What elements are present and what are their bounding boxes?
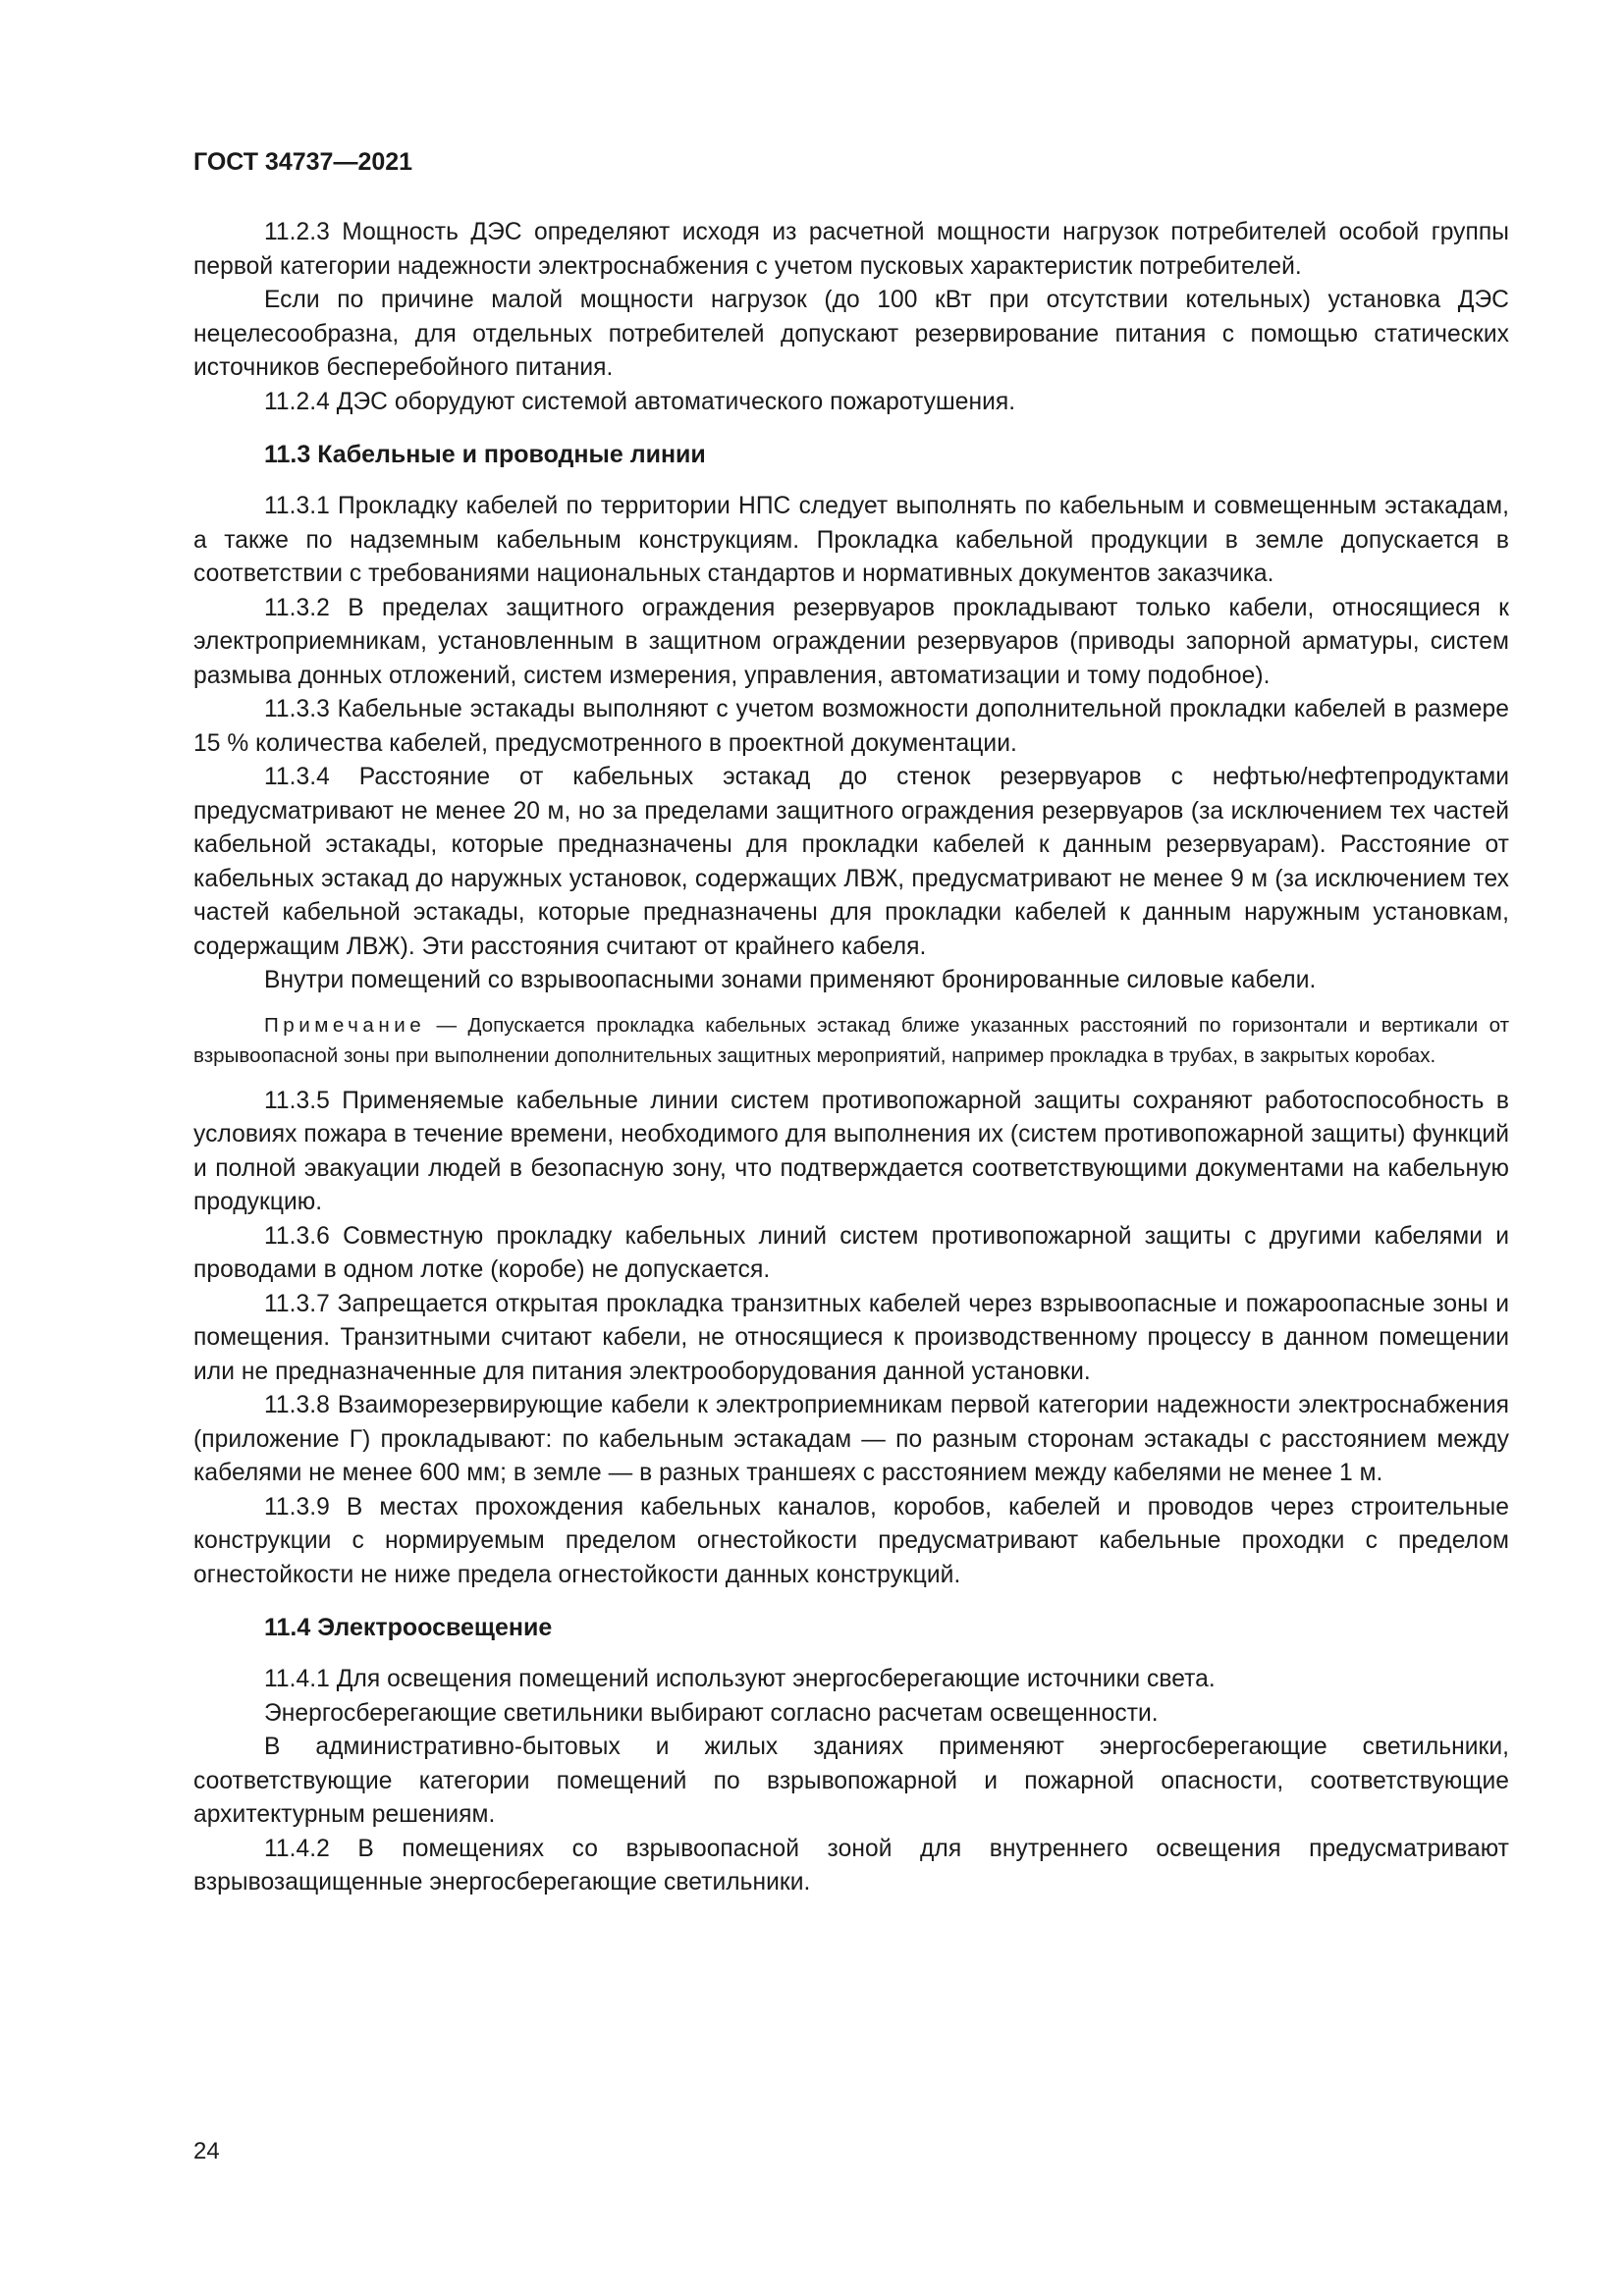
page-number: 24	[193, 2138, 220, 2164]
note-block	[193, 1010, 1509, 1071]
section-heading-11-4: 11.4 Электроосвещение	[264, 1614, 553, 1641]
paragraph-11-3-3: 11.3.3 Кабельные эстакады выполняют с учетом возможности дополнительной прокладки кабелей в размере 15 % количества кабелей, предусмотренного в проектной документации.	[193, 696, 1509, 757]
paragraph-low-power: Если по причине малой мощности нагрузок (до 100 кВт при отсутствии котельных) установка ДЭС нецелесообразна, для отдельных потребителей допускают резервирование питания с помощью статических источников бесперебойного питания.	[193, 287, 1509, 381]
paragraph-11-3-4: 11.3.4 Расстояние от кабельных эстакад до стенок резервуаров с нефтью/нефтепродуктами предусматривают не менее 20 м, но за пределами защитного ограждения резервуаров (за исключением тех частей кабельной эстакады, которые предназначены для прокладки кабелей к данным резервуарам). Расстояние от кабельных эстакад до наружных установок, содержащих ЛВЖ, предусматривают не менее 9 м (за исключением тех частей кабельной эстакады, которые предназначены для прокладки кабелей к данным наружным установкам, содержащим ЛВЖ). Эти расстояния считают от крайнего кабеля.	[193, 764, 1509, 960]
paragraph-11-4-1: 11.4.1 Для освещения помещений используют энергосберегающие источники света.	[264, 1666, 1216, 1692]
paragraph-11-3-8: 11.3.8 Взаиморезервирующие кабели к электроприемникам первой категории надежности электроснабжения (приложение Г) прокладывают: по кабельным эстакадам — по разным сторонам эстакады с расстоянием между кабелями не менее 600 мм; в земле — в разных траншеях с расстоянием между кабелями не менее 1 м.	[193, 1392, 1509, 1486]
note-label: Примечание	[264, 1013, 426, 1037]
paragraph-11-3-9: 11.3.9 В местах прохождения кабельных каналов, коробов, кабелей и проводов через строительные конструкции с нормируемым пределом огнестойкости предусматривают кабельные проходки с пределом огнестойкости не ниже предела огнестойкости данных конструкций.	[193, 1493, 1509, 1588]
paragraph-11-3-7: 11.3.7 Запрещается открытая прокладка транзитных кабелей через взрывоопасные и пожароопасные зоны и помещения. Транзитными считают кабели, не относящиеся к производственному процессу в данном помещении или не предназначенные для питания электрооборудования данной установки.	[193, 1290, 1509, 1385]
paragraph-11-3-2: 11.3.2 В пределах защитного ограждения резервуаров прокладывают только кабели, относящиеся к электроприемникам, установленным в защитном ограждении резервуаров (приводы запорной арматуры, систем размыва донных отложений, систем измерения, управления, автоматизации и тому подобное).	[193, 594, 1509, 689]
paragraph-admin-buildings: В административно-бытовых и жилых зданиях применяют энергосберегающие светильники, соответствующие категории помещений по взрывопожарной и пожарной опасности, соответствующие архитектурным решениям.	[193, 1734, 1509, 1828]
paragraph-11-2-4: 11.2.4 ДЭС оборудуют системой автоматического пожаротушения.	[264, 388, 1016, 415]
paragraph-11-3-5: 11.3.5 Применяемые кабельные линии систем противопожарной защиты сохраняют работоспособность в условиях пожара в течение времени, необходимого для выполнения их (систем противопожарной защиты) функций и полной эвакуации людей в безопасную зону, что подтверждается соответствующими документами на кабельную продукцию.	[193, 1087, 1509, 1215]
note-text: — Допускается прокладка кабельных эстакад ближе указанных расстояний по горизонтали и вертикали от взрывоопасной зоны при выполнении дополнительных защитных мероприятий, например прокладка в трубах, в закрытых коробах.	[193, 1013, 1509, 1067]
section-heading-11-3: 11.3 Кабельные и проводные линии	[264, 441, 706, 468]
paragraph-11-3-6: 11.3.6 Совместную прокладку кабельных линий систем противопожарной защиты с другими кабелями и проводами в одном лотке (коробе) не допускается.	[193, 1222, 1509, 1283]
paragraph-11-4-2: 11.4.2 В помещениях со взрывоопасной зоной для внутреннего освещения предусматривают взрывозащищенные энергосберегающие светильники.	[193, 1835, 1509, 1896]
document-page	[193, 147, 1509, 1900]
paragraph-11-3-1: 11.3.1 Прокладку кабелей по территории НПС следует выполнять по кабельным и совмещенным эстакадам, а также по надземным кабельным конструкциям. Прокладка кабельной продукции в земле допускается в соответствии с требованиями национальных стандартов и нормативных документов заказчика.	[193, 493, 1509, 587]
document-header: ГОСТ 34737—2021	[193, 148, 413, 176]
paragraph-11-2-3: 11.2.3 Мощность ДЭС определяют исходя из расчетной мощности нагрузок потребителей особой группы первой категории надежности электроснабжения с учетом пусковых характеристик потребителей.	[193, 219, 1509, 280]
paragraph-luminaire-selection: Энергосберегающие светильники выбирают согласно расчетам освещенности.	[264, 1699, 1159, 1727]
paragraph-inside-rooms: Внутри помещений со взрывоопасными зонами применяют бронированные силовые кабели.	[264, 967, 1317, 993]
